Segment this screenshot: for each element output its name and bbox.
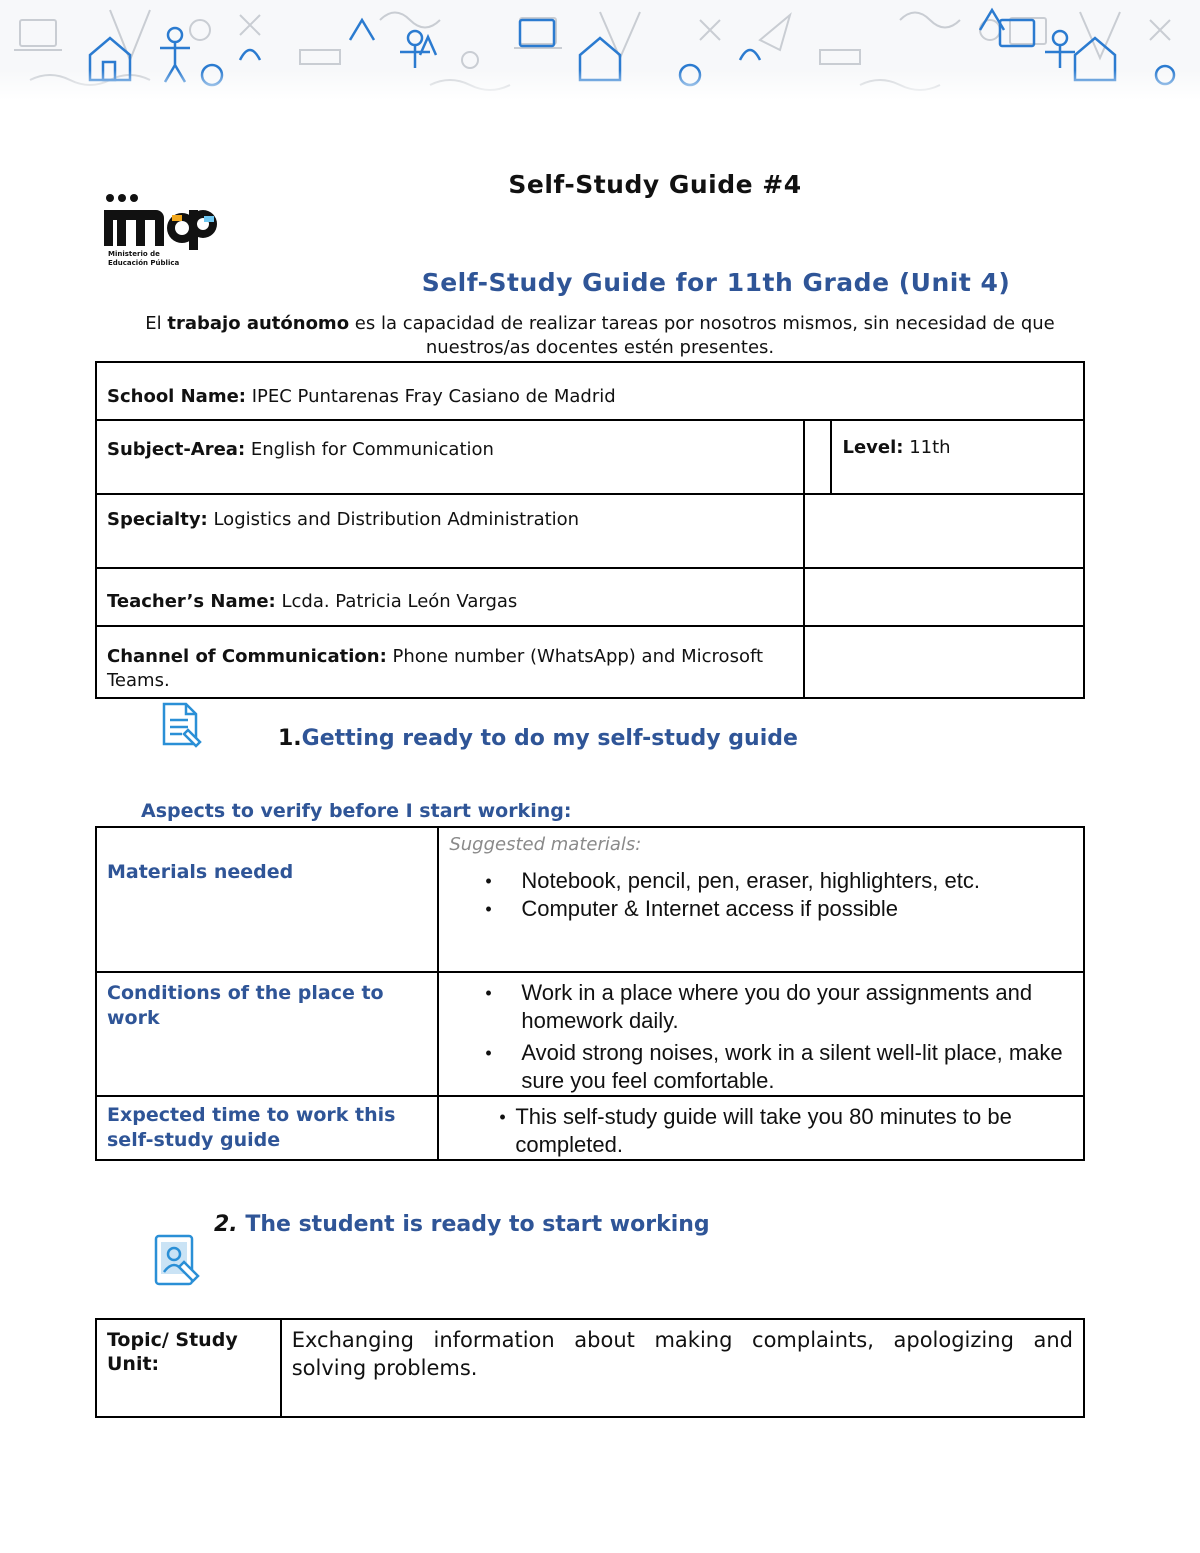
intro-prefix: El: [145, 313, 168, 334]
topic-label-cell: [96, 1319, 281, 1417]
specialty-label: Specialty:: [107, 509, 208, 530]
topic-label: Topic/ Study Unit:: [107, 1329, 238, 1375]
channel-value: Phone number (WhatsApp) and Microsoft Teams.: [107, 646, 764, 691]
banner-fade: [0, 70, 1200, 100]
suggested-materials-note: Suggested materials:: [449, 834, 642, 855]
student-device-icon: [150, 1232, 206, 1290]
page-title: Self-Study Guide #4: [508, 170, 802, 199]
time-list: [449, 1103, 1073, 1159]
mep-logo: [104, 190, 224, 270]
doodle-banner: [0, 0, 1200, 100]
conditions-content-cell: [438, 972, 1084, 1096]
level-cell: [831, 420, 1084, 494]
teacher-cell: [96, 568, 804, 626]
channel-label: Channel of Communication:: [107, 646, 387, 667]
spacer-cell: [804, 420, 832, 494]
section1-heading: [278, 726, 798, 751]
conditions-label: Conditions of the place to work: [107, 982, 384, 1029]
time-content-cell: [438, 1096, 1084, 1160]
list-item: • This self-study guide will take you 80 minutes to be completed.: [499, 1104, 1012, 1157]
empty-cell: [804, 494, 1085, 568]
specialty-cell: [96, 494, 804, 568]
subject-label: Subject-Area:: [107, 439, 246, 460]
school-cell: [96, 362, 1084, 420]
aspects-table: [95, 826, 1085, 1161]
logo-caption-1: Ministerio de: [108, 250, 160, 258]
section2-number: 2.: [214, 1212, 238, 1237]
specialty-value: Logistics and Distribution Administration: [207, 509, 580, 530]
subtitle: Self-Study Guide for 11th Grade (Unit 4): [421, 268, 1011, 297]
intro-paragraph: [100, 312, 1100, 360]
materials-label-cell: [96, 827, 438, 972]
section1-number: 1.: [278, 726, 302, 751]
topic-table: [95, 1318, 1085, 1418]
aspects-title: Aspects to verify before I start working:: [141, 800, 572, 822]
teacher-value: Lcda. Patricia León Vargas: [275, 591, 518, 612]
intro-bold: trabajo autónomo: [167, 313, 350, 334]
time-label: Expected time to work this self-study guide: [107, 1104, 396, 1151]
time-label-cell: [96, 1096, 438, 1160]
info-table: [95, 361, 1085, 699]
materials-label: Materials needed: [107, 861, 294, 883]
teacher-label: Teacher’s Name:: [107, 591, 276, 612]
school-label: School Name:: [107, 385, 246, 407]
empty-cell: [804, 568, 1085, 626]
level-label: Level:: [842, 437, 904, 458]
list-item: • Work in a place where you do your assignments and homework daily.: [485, 980, 1033, 1033]
topic-value-cell: [281, 1319, 1084, 1417]
conditions-label-cell: [96, 972, 438, 1096]
subject-cell: [96, 420, 804, 494]
list-item: • Avoid strong noises, work in a silent well-lit place, make sure you feel comfortable.: [485, 1040, 1063, 1093]
checklist-document-icon: [158, 700, 206, 750]
subject-value: English for Communication: [245, 439, 494, 460]
logo-caption-2: Educación Pública: [108, 259, 180, 267]
mep-logo-icon: [104, 190, 224, 270]
section2-title: The student is ready to start working: [237, 1212, 710, 1237]
channel-cell: [96, 626, 804, 698]
section1-title: Getting ready to do my self-study guide: [301, 726, 798, 751]
intro-rest: es la capacidad de realizar tareas por nosotros mismos, sin necesidad de que nuestros/as docentes estén presentes.: [349, 313, 1055, 358]
materials-list: [449, 867, 1073, 923]
materials-content-cell: [438, 827, 1084, 972]
section2-heading: [214, 1212, 710, 1237]
conditions-list: [449, 979, 1073, 1095]
school-value: IPEC Puntarenas Fray Casiano de Madrid: [246, 385, 616, 407]
topic-value: Exchanging information about making complaints, apologizing and solving problems.: [291, 1328, 1073, 1380]
list-item: • Computer & Internet access if possible: [485, 896, 898, 921]
empty-cell: [804, 626, 1085, 698]
list-item: • Notebook, pencil, pen, eraser, highlighters, etc.: [485, 868, 980, 893]
level-value: 11th: [903, 437, 951, 458]
